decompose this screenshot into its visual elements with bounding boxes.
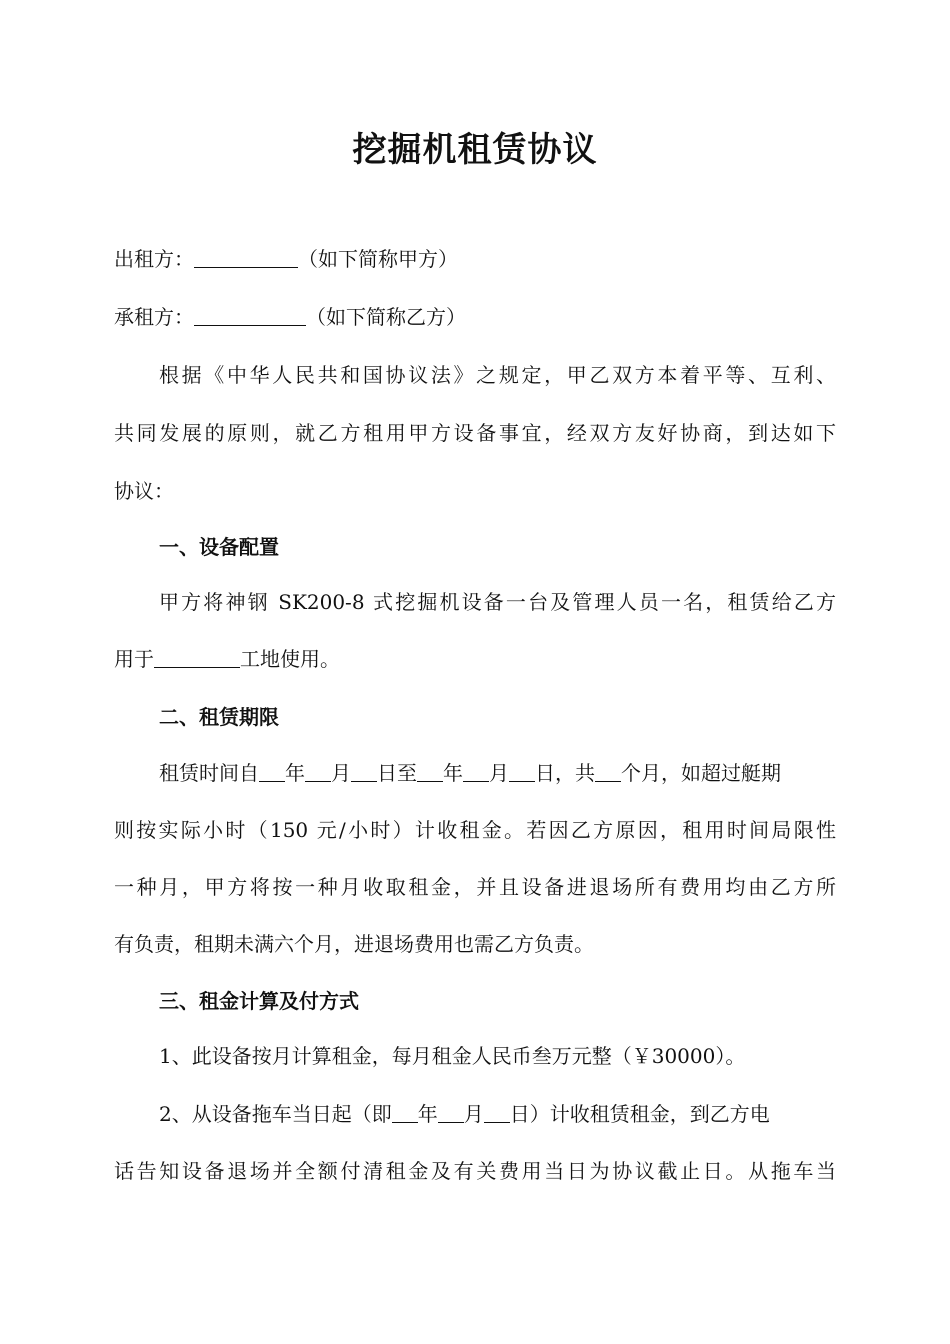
start-year-blank [259, 759, 285, 782]
intro-line-3: 协议： [114, 479, 174, 503]
section-2-line-1 [159, 758, 836, 788]
intro-line-1: 根据《中华人民共和国协议法》之规定，甲乙双方本着平等、互利、 [159, 363, 836, 387]
lessor-label: 出租方： [114, 247, 194, 271]
text-fragment: 年 [443, 761, 463, 785]
text-fragment: 日）计收租赁租金，到乙方电 [509, 1102, 770, 1126]
text-fragment: 2、从设备拖车当日起（即 [159, 1102, 392, 1126]
end-day-blank [509, 759, 535, 782]
start-month-blank [305, 759, 331, 782]
lessor-note: （如下简称甲方） [298, 247, 458, 271]
section-1-heading: 一、设备配置 [159, 535, 279, 559]
section-1-text-b: 工地使用。 [240, 647, 340, 671]
text-fragment: 日，共 [535, 761, 595, 785]
site-name-blank [154, 645, 240, 668]
section-3-item-1: 1、此设备按月计算租金，每月租金人民币叁万元整（￥30000）。 [159, 1044, 746, 1068]
end-year-blank [417, 759, 443, 782]
section-2-heading: 二、租赁期限 [159, 705, 279, 729]
section-3-heading: 三、租金计算及付方式 [159, 989, 359, 1013]
intro-line-2: 共同发展的原则，就乙方租用甲方设备事宜，经双方友好协商，到达如下 [114, 421, 836, 445]
lessor-line [114, 244, 836, 274]
start-day-blank [351, 759, 377, 782]
text-fragment: 月 [331, 761, 351, 785]
lessee-label: 承租方： [114, 305, 194, 329]
section-1-line-1: 甲方将神钢 SK200-8 式挖掘机设备一台及管理人员一名，租赁给乙方 [159, 590, 836, 614]
lessee-line [114, 302, 836, 332]
text-fragment: 租赁时间自 [159, 761, 259, 785]
months-blank [595, 759, 621, 782]
tow-day-blank [484, 1100, 510, 1123]
text-fragment: 年 [417, 1102, 438, 1126]
section-2-line-2: 则按实际小时（150 元/小时）计收租金。若因乙方原因，租用时间局限性 [114, 818, 836, 842]
text-fragment: 月 [463, 1102, 484, 1126]
lessee-name-blank [194, 303, 306, 326]
end-month-blank [463, 759, 489, 782]
section-1-line-2 [114, 644, 836, 674]
text-fragment: 个月，如超过艇期 [621, 761, 781, 785]
text-fragment: 月 [489, 761, 509, 785]
document-title: 挖掘机租赁协议 [352, 130, 598, 170]
section-3-item-2-line-2: 话告知设备退场并全额付清租金及有关费用当日为协议截止日。从拖车当 [114, 1159, 836, 1183]
section-2-line-3: 一种月，甲方将按一种月收取租金，并且设备进退场所有费用均由乙方所 [114, 875, 836, 899]
text-fragment: 年 [285, 761, 305, 785]
section-3-item-2 [159, 1099, 836, 1129]
section-2-line-4: 有负责，租期未满六个月，进退场费用也需乙方负责。 [114, 932, 594, 956]
tow-year-blank [392, 1100, 418, 1123]
text-fragment: 日至 [377, 761, 417, 785]
section-1-text-a: 用于 [114, 647, 154, 671]
lessee-note: （如下简称乙方） [306, 305, 466, 329]
lessor-name-blank [194, 245, 298, 268]
tow-month-blank [438, 1100, 464, 1123]
